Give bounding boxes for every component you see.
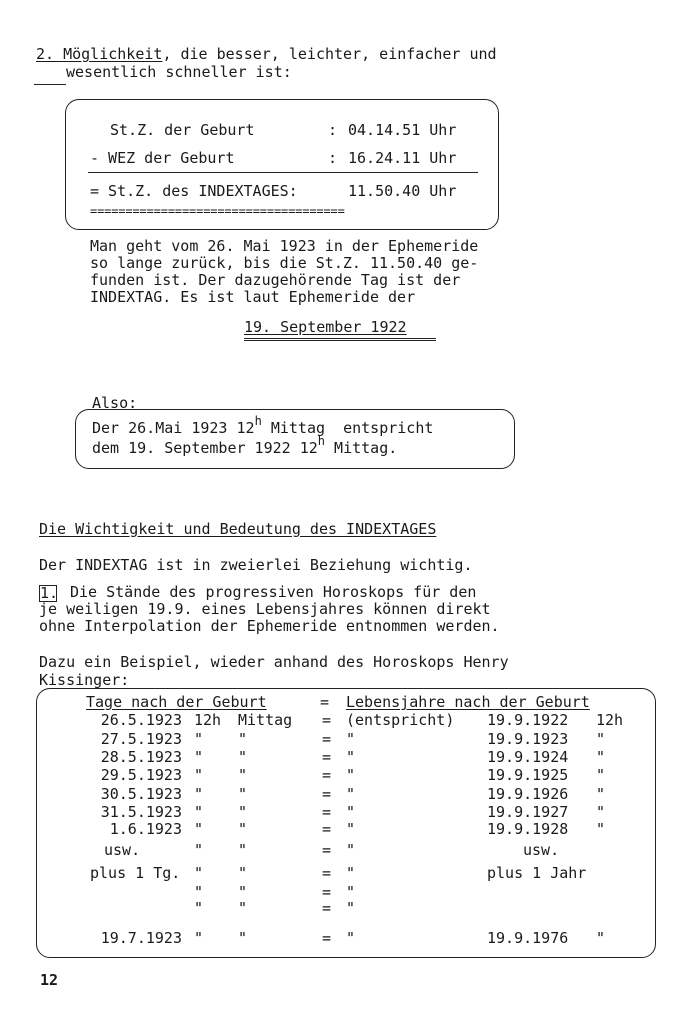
section-sentence: Der INDEXTAG ist in zweierlei Beziehung wichtig. — [39, 556, 473, 574]
point-line-3: ohne Interpolation der Ephemeride entnommen werden. — [39, 617, 500, 635]
point-line-1: Die Stände des progressiven Horoskops für den — [70, 583, 477, 601]
table-header-left: Tage nach der Geburt — [86, 693, 267, 711]
table-cell-eq: = — [322, 929, 332, 947]
table-header-right: Lebensjahre nach der Geburt — [346, 693, 590, 711]
calc-row-2-colon: : — [328, 149, 338, 167]
example-line-1: Dazu ein Beispiel, wieder anhand des Horoskops Henry — [39, 653, 509, 671]
table-cell-c1: " — [194, 748, 204, 766]
table-cell-date: 27.5.1923 — [100, 730, 182, 748]
table-cell-c1: " — [194, 864, 204, 882]
table-cell-c4: " — [596, 803, 606, 821]
calc-equals-line: ==================================== — [90, 204, 345, 218]
intro-underline-stub — [34, 84, 66, 85]
table-cell-c1: " — [194, 766, 204, 784]
table-cell-c2: " — [238, 841, 248, 859]
table-cell-c3: " — [346, 883, 356, 901]
table-cell-c1: " — [194, 883, 204, 901]
table-cell-c1: " — [194, 929, 204, 947]
table-cell-right: 19.9.1924 — [487, 748, 569, 766]
table-cell-c2: " — [238, 883, 248, 901]
table-cell-c3: " — [346, 820, 356, 838]
table-cell-c2: " — [238, 864, 248, 882]
also-line-2 — [92, 434, 398, 458]
table-cell-c2: " — [238, 820, 248, 838]
table-cell-c2: " — [238, 766, 248, 784]
calc-row-2-value: 16.24.11 Uhr — [348, 149, 457, 167]
table-header-eq: = — [320, 693, 330, 711]
table-cell-c1: " — [194, 820, 204, 838]
table-cell-date: usw. — [104, 841, 141, 859]
table-cell-right: usw. — [523, 841, 560, 859]
also-line-1-b: Mittag entspricht — [261, 419, 434, 437]
calc-row-1-colon: : — [328, 121, 338, 139]
para1-line-1: Man geht vom 26. Mai 1923 in der Ephemeride — [90, 237, 479, 255]
table-cell-c3: " — [346, 766, 356, 784]
table-cell-eq: = — [322, 899, 332, 917]
indextag-date-double-underline — [244, 338, 436, 341]
table-cell-c4: " — [596, 748, 606, 766]
table-cell-date: 31.5.1923 — [100, 803, 182, 821]
table-cell-eq: = — [322, 841, 332, 859]
also-line-1-a: Der 26.Mai 1923 12 — [92, 419, 255, 437]
table-cell-eq: = — [322, 785, 332, 803]
table-cell-right: 19.9.1925 — [487, 766, 569, 784]
table-cell-eq: = — [322, 803, 332, 821]
table-cell-c1: " — [194, 899, 204, 917]
table-cell-eq: = — [322, 730, 332, 748]
calc-row-1-label: St.Z. der Geburt — [110, 121, 255, 139]
section-heading: Die Wichtigkeit und Bedeutung des INDEXTAGES — [39, 520, 437, 538]
table-cell-c3: " — [346, 748, 356, 766]
table-cell-eq: = — [322, 864, 332, 882]
table-cell-c2: " — [238, 730, 248, 748]
table-cell-c3: (entspricht) — [346, 711, 455, 729]
table-cell-eq: = — [322, 883, 332, 901]
table-cell-c4: " — [596, 766, 606, 784]
table-cell-eq: = — [322, 711, 332, 729]
table-cell-c4: " — [596, 820, 606, 838]
also-line-1-sup: h — [254, 414, 262, 428]
table-cell-eq: = — [322, 820, 332, 838]
calc-row-1-value: 04.14.51 Uhr — [348, 121, 457, 139]
table-cell-c4: " — [596, 785, 606, 803]
table-cell-c3: " — [346, 841, 356, 859]
table-cell-date: 26.5.1923 — [100, 711, 182, 729]
table-cell-right: 19.9.1922 — [487, 711, 569, 729]
table-cell-c3: " — [346, 803, 356, 821]
para1-line-3: funden ist. Der dazugehörende Tag ist der — [90, 271, 461, 289]
table-cell-right: 19.9.1926 — [487, 785, 569, 803]
intro-heading-link: 2. Möglichkeit — [36, 45, 163, 63]
table-cell-right: 19.9.1927 — [487, 803, 569, 821]
table-cell-c2: " — [238, 748, 248, 766]
also-label: Also: — [92, 394, 138, 412]
table-cell-date: 30.5.1923 — [100, 785, 182, 803]
table-cell-c2: " — [238, 803, 248, 821]
table-cell-date: 29.5.1923 — [100, 766, 182, 784]
also-line-2-sup: h — [317, 434, 326, 448]
table-cell-date: 28.5.1923 — [100, 748, 182, 766]
table-cell-date: 1.6.1923 — [109, 820, 182, 838]
example-line-2: Kissinger: — [39, 671, 130, 689]
calc-sum-rule — [88, 172, 478, 173]
table-cell-c1: " — [194, 803, 204, 821]
table-cell-c3: " — [346, 899, 356, 917]
table-cell-right: 19.9.1976 — [487, 929, 569, 947]
indextag-date: 19. September 1922 — [244, 318, 407, 336]
table-cell-c3: " — [346, 730, 356, 748]
intro-heading-rest: , die besser, leichter, einfacher und — [162, 45, 497, 63]
table-cell-date: 19.7.1923 — [100, 929, 182, 947]
table-cell-c4: 12h — [596, 711, 624, 729]
table-cell-c4: " — [596, 929, 606, 947]
table-cell-c1: " — [194, 841, 204, 859]
table-cell-c2: " — [238, 899, 248, 917]
intro-heading — [36, 46, 497, 63]
table-cell-c3: " — [346, 864, 356, 882]
table-cell-c2: " — [238, 785, 248, 803]
table-cell-right: plus 1 Jahr — [487, 864, 587, 882]
also-line-2-b: Mittag. — [325, 439, 398, 457]
table-cell-right: 19.9.1928 — [487, 820, 569, 838]
table-cell-date: plus 1 Tg. — [90, 864, 181, 882]
table-cell-c3: " — [346, 785, 356, 803]
para1-line-2: so lange zurück, bis die St.Z. 11.50.40 ge- — [90, 254, 479, 272]
table-cell-c2: Mittag — [238, 711, 293, 729]
table-cell-c4: " — [596, 730, 606, 748]
also-line-1 — [92, 414, 434, 438]
table-cell-c1: " — [194, 785, 204, 803]
intro-line-2: wesentlich schneller ist: — [66, 63, 292, 81]
point-number: 1. — [40, 584, 59, 602]
point-line-2: je weiligen 19.9. eines Lebensjahres können direkt — [39, 600, 491, 618]
calc-row-2-label: - WEZ der Geburt — [90, 149, 235, 167]
table-cell-c1: 12h — [194, 711, 222, 729]
calc-row-3-label: = St.Z. des INDEXTAGES: — [90, 182, 298, 200]
table-cell-right: 19.9.1923 — [487, 730, 569, 748]
table-cell-c3: " — [346, 929, 356, 947]
table-cell-c2: " — [238, 929, 248, 947]
also-line-2-a: dem 19. September 1922 12 — [92, 439, 318, 457]
table-cell-eq: = — [322, 766, 332, 784]
page-number: 12 — [40, 971, 59, 989]
table-cell-eq: = — [322, 748, 332, 766]
para1-line-4: INDEXTAG. Es ist laut Ephemeride der — [90, 288, 416, 306]
table-cell-c1: " — [194, 730, 204, 748]
calc-row-3-value: 11.50.40 Uhr — [348, 182, 457, 200]
